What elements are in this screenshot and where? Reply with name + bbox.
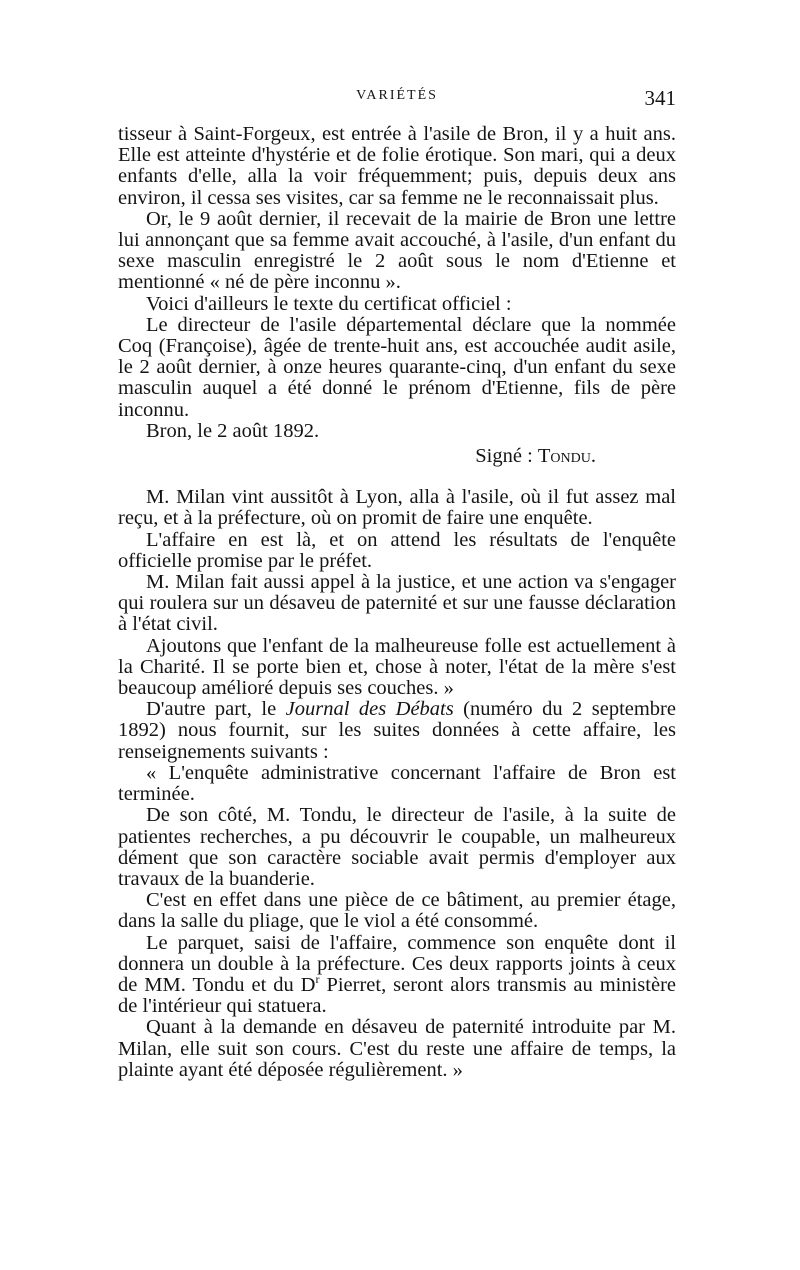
paragraph: Ajoutons que l'enfant de la malheureuse folle est actuellement à la Charité. Il se porte bien et, chose à noter, l'état de la mère s'est beaucoup amélioré depuis ses couches. »	[118, 634, 676, 700]
text-run: (numéro du 2 septembre 1892) nous fournit, sur les suites données à cette affaire, les renseignements suivants :	[118, 698, 676, 763]
page-number: 341	[644, 86, 676, 110]
running-header	[118, 86, 676, 116]
certificate-text: Le directeur de l'asile départemental déclare que la nommée Coq (Françoise), âgée de trente-huit ans, est accouchée audit asile, le 2 août dernier, à onze heures quarante-cinq, d'un enfant du sexe masculin auquel a été donné le prénom d'Etienne, fils de père inconnu.	[118, 313, 676, 421]
running-title: VARIÉTÉS	[356, 88, 438, 103]
paragraph: L'affaire en est là, et on attend les résultats de l'enquête officielle promise par le préfet.	[118, 528, 676, 572]
paragraph	[118, 933, 676, 1018]
paragraph: M. Milan vint aussitôt à Lyon, alla à l'asile, où il fut assez mal reçu, et à la préfecture, où on promit de faire une enquête.	[118, 486, 676, 530]
paragraph: C'est en effet dans une pièce de ce bâtiment, au premier étage, dans la salle du pliage, que le viol a été consommé.	[118, 889, 676, 933]
body-text	[118, 124, 676, 1081]
certificate-date: Bron, le 2 août 1892.	[146, 419, 320, 442]
text-run: D'autre part, le	[146, 698, 286, 721]
certificate-signature	[118, 446, 676, 467]
paragraph: M. Milan fait aussi appel à la justice, et une action va s'engager qui roulera sur un désaveu de paternité et sur une fausse déclaration à l'état civil.	[118, 571, 676, 636]
text-run: Le parquet, saisi de l'affaire, commence son enquête dont il donnera un double à la préfecture. Ces deux rapports joints à ceux de MM. Tondu et du D	[118, 931, 676, 996]
paragraph	[118, 699, 676, 763]
superscript: r	[315, 972, 320, 987]
text-run: Pierret, seront alors transmis au ministère de l'intérieur qui statuera.	[118, 973, 677, 1018]
paragraph: Voici d'ailleurs le texte du certificat officiel :	[146, 292, 512, 315]
signature-prefix: Signé :	[475, 445, 538, 468]
paragraph: tisseur à Saint-Forgeux, est entrée à l'asile de Bron, il y a huit ans. Elle est atteinte d'hystérie et de folie érotique. Son mari, qui a deux enfants d'elle, alla la voir fréquemment; puis, depuis deux ans environ, il cessa ses visites, car sa femme ne le reconnaissait plus.	[118, 123, 676, 209]
paragraph: Quant à la demande en désaveu de paternité introduite par M. Milan, elle suit son cours. C'est du reste une affaire de temps, la plainte ayant été déposée régulièrement. »	[118, 1016, 676, 1081]
paragraph: De son côté, M. Tondu, le directeur de l'asile, à la suite de patientes recherches, a pu découvrir le coupable, un malheureux dément que son caractère sociable avait permis d'employer aux travaux de la buanderie.	[118, 804, 676, 890]
signature-name: Tondu.	[537, 445, 596, 468]
journal-title: Journal des Débats	[285, 698, 454, 721]
paragraph: « L'enquête administrative concernant l'affaire de Bron est terminée.	[118, 761, 676, 806]
paragraph: Or, le 9 août dernier, il recevait de la mairie de Bron une lettre lui annonçant que sa femme avait accouché, à l'asile, d'un enfant du sexe masculin enregistré le 2 août sous le nom d'Etienne et mentionné « né de père inconnu ».	[118, 207, 676, 294]
